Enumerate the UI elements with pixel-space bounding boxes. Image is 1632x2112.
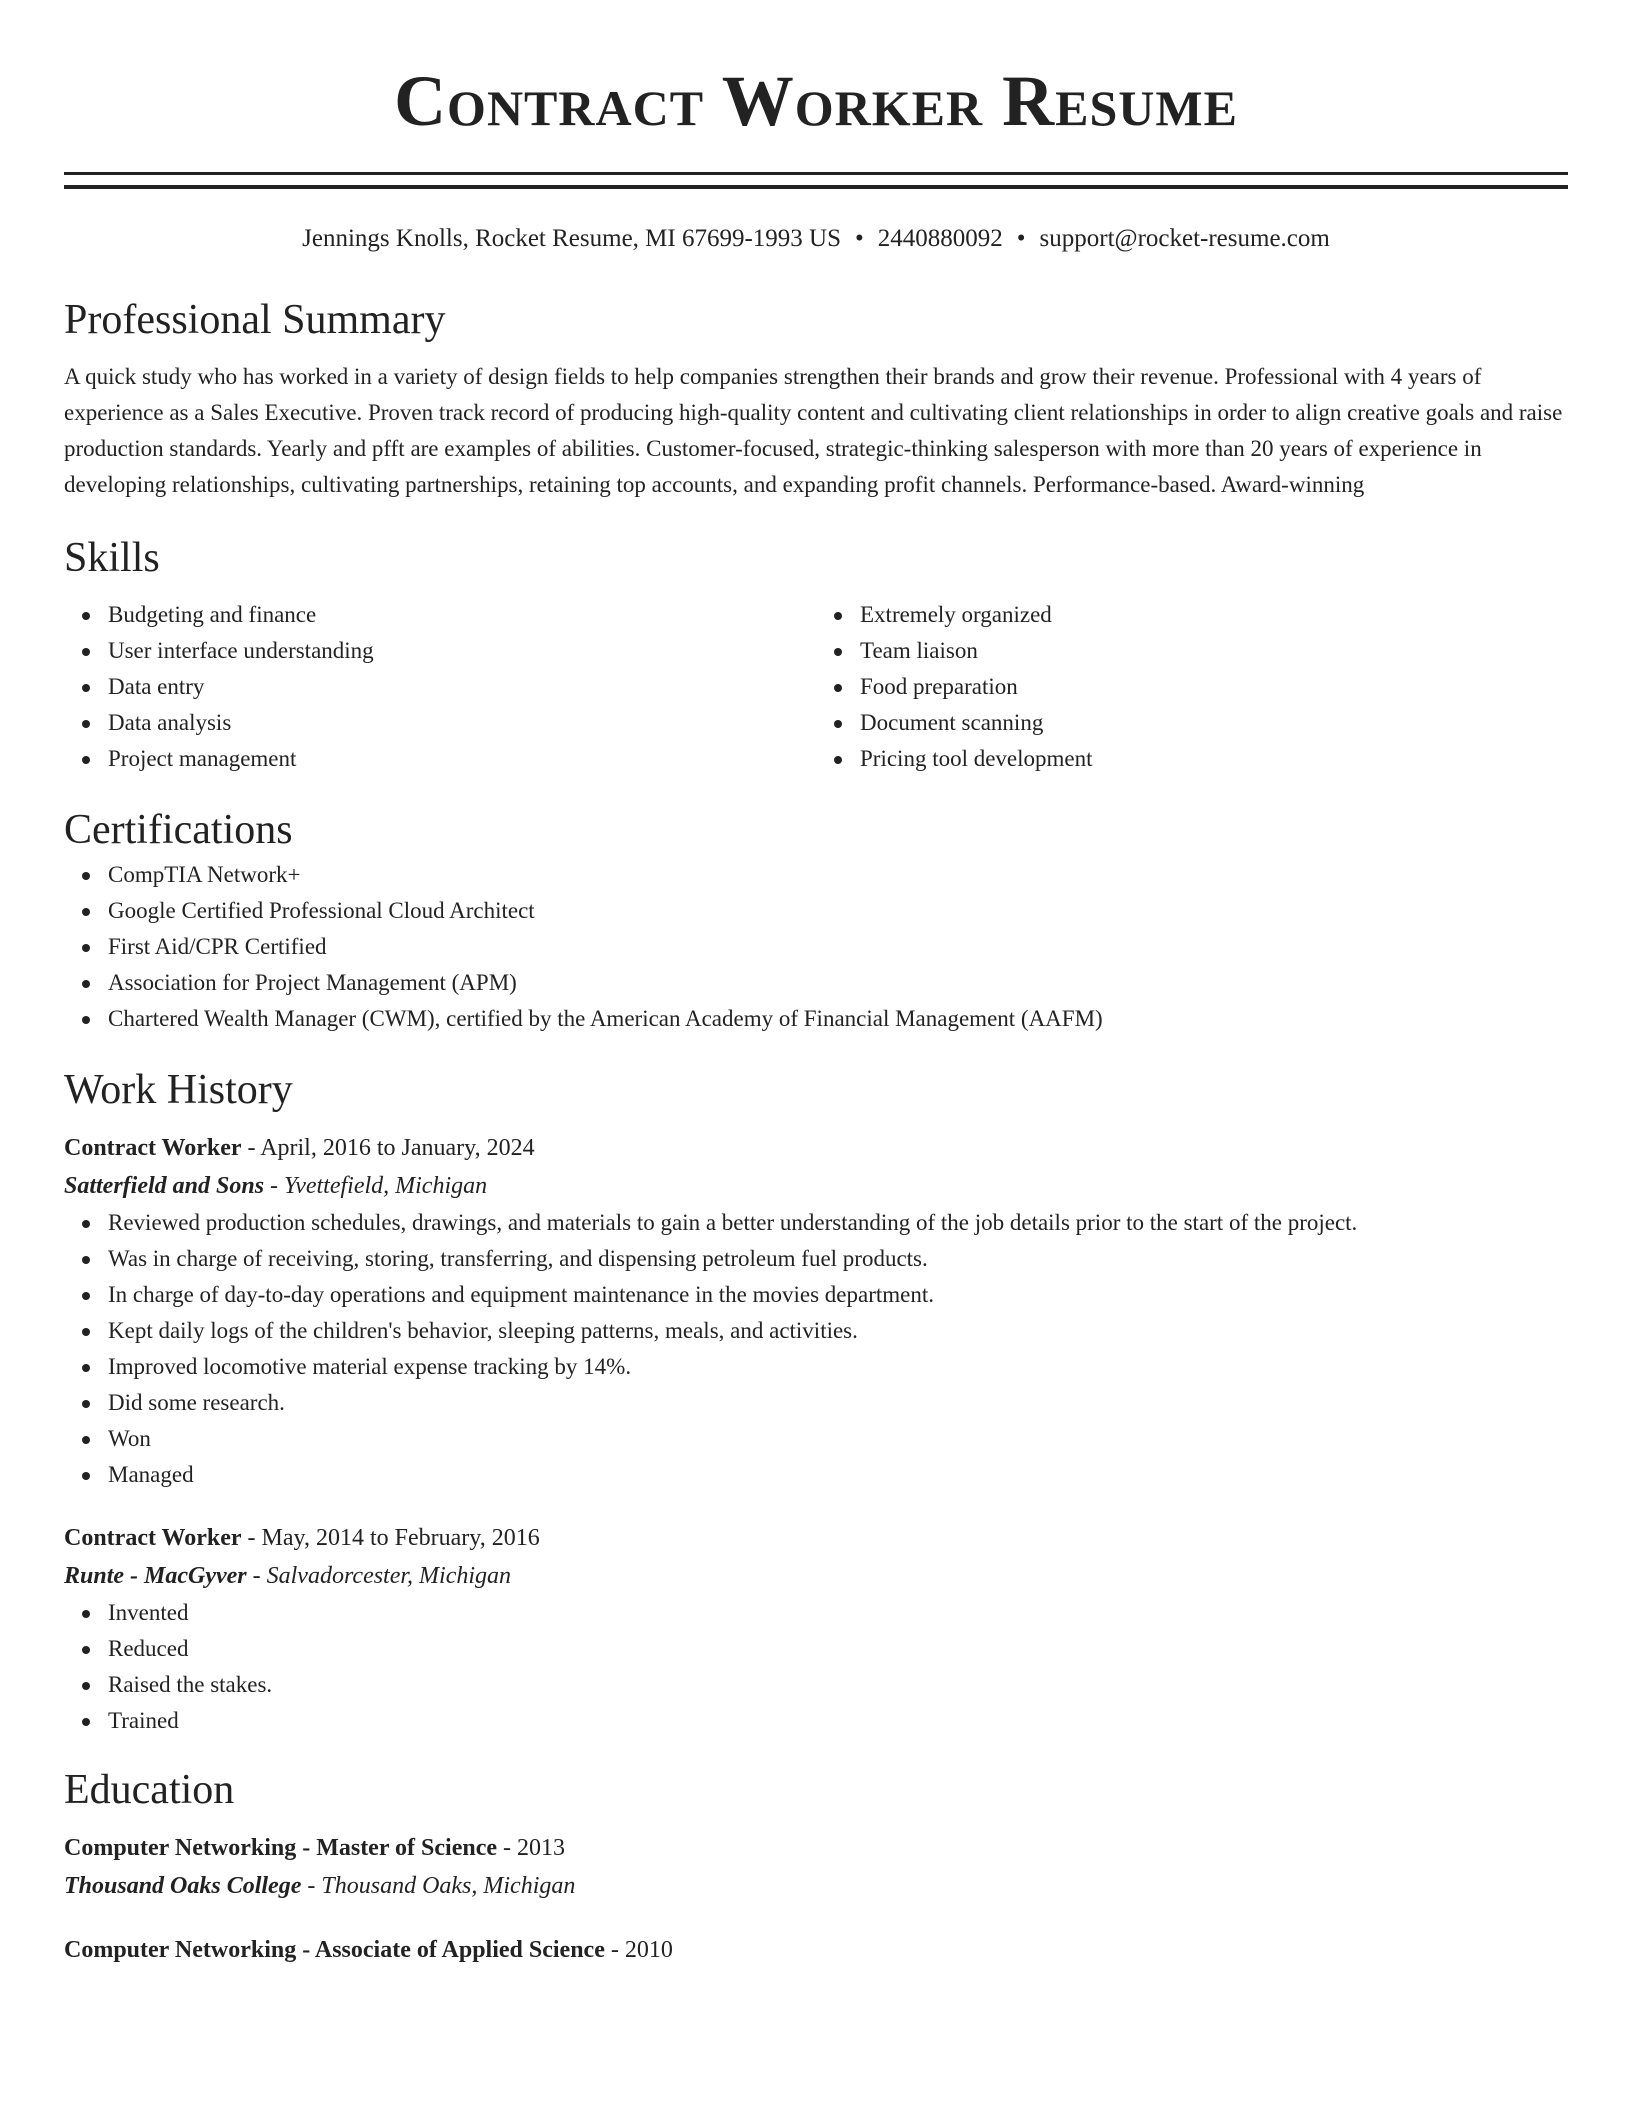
job-duty: Invented <box>64 1595 1568 1631</box>
job-company-line: Satterfield and Sons - Yvettefield, Michigan <box>64 1173 488 1199</box>
skill-item: Project management <box>64 741 816 777</box>
job-duties-list <box>64 1595 1568 1739</box>
job-location: Salvadorcester, Michigan <box>266 1563 512 1589</box>
contact-separator: • <box>1016 225 1026 252</box>
job-title: Contract Worker <box>64 1135 242 1161</box>
work-history-heading: Work History <box>64 1067 293 1113</box>
contact-line <box>64 223 1568 255</box>
contact-separator: • <box>855 225 864 252</box>
skill-item: Pricing tool development <box>816 741 1568 777</box>
job-duty: Reduced <box>64 1631 1568 1667</box>
education-degree: Computer Networking - Master of Science <box>64 1835 498 1861</box>
job-company-line: Runte - MacGyver - Salvadorcester, Michigan <box>64 1563 512 1589</box>
skill-item: Data analysis <box>64 705 816 741</box>
skill-item: Extremely organized <box>816 597 1568 633</box>
education-degree-line: Computer Networking - Associate of Applied Science - 2010 <box>64 1937 673 1963</box>
education-school-line: Thousand Oaks College - Thousand Oaks, Michigan <box>64 1873 576 1899</box>
education-year: 2010 <box>624 1937 673 1963</box>
certification-item: Google Certified Professional Cloud Architect <box>64 893 1568 929</box>
job-company: Satterfield and Sons <box>64 1173 265 1199</box>
job-title-line: Contract Worker - May, 2014 to February, 2016 <box>64 1525 540 1551</box>
skill-item: User interface understanding <box>64 633 816 669</box>
job-duty: Reviewed production schedules, drawings, and materials to gain a better understanding of the job details prior to the start of the project. <box>64 1205 1568 1241</box>
certification-item: First Aid/CPR Certified <box>64 929 1568 965</box>
job-entry <box>64 1129 1568 1493</box>
certifications-heading: Certifications <box>64 807 293 853</box>
job-duty: Improved locomotive material expense tracking by 14%. <box>64 1349 1568 1385</box>
job-duty: Won <box>64 1421 1568 1457</box>
skill-item: Food preparation <box>816 669 1568 705</box>
education-entry <box>64 1931 1568 1969</box>
job-duty: Raised the stakes. <box>64 1667 1568 1703</box>
certifications-list <box>64 857 1568 1037</box>
job-duty: In charge of day-to-day operations and equipment maintenance in the movies department. <box>64 1277 1568 1313</box>
contact-email: support@rocket-resume.com <box>1039 225 1330 252</box>
certification-item: Association for Project Management (APM) <box>64 965 1568 1001</box>
education-heading: Education <box>64 1767 235 1813</box>
education-degree: Computer Networking - Associate of Applied Science <box>64 1937 605 1963</box>
skills-column-right <box>816 597 1568 777</box>
job-duty: Managed <box>64 1457 1568 1493</box>
job-title: Contract Worker <box>64 1525 242 1551</box>
skills-heading: Skills <box>64 535 160 581</box>
job-dates: April, 2016 to January, 2024 <box>260 1135 535 1161</box>
job-duty: Was in charge of receiving, storing, transferring, and dispensing petroleum fuel products. <box>64 1241 1568 1277</box>
certification-item: CompTIA Network+ <box>64 857 1568 893</box>
job-title-line: Contract Worker - April, 2016 to January, 2024 <box>64 1135 535 1161</box>
skills-column-left <box>64 597 816 777</box>
education-degree-line: Computer Networking - Master of Science - 2013 <box>64 1835 566 1861</box>
contact-phone: 2440880092 <box>877 225 1003 252</box>
skill-item: Data entry <box>64 669 816 705</box>
contact-address: Jennings Knolls, Rocket Resume, MI 67699-1993 US <box>302 225 842 252</box>
education-entry <box>64 1829 1568 1905</box>
skill-item: Budgeting and finance <box>64 597 816 633</box>
summary-heading: Professional Summary <box>64 297 446 343</box>
job-company: Runte - MacGyver <box>64 1563 247 1589</box>
page-title: Contract Worker Resume <box>394 61 1238 141</box>
summary-text: A quick study who has worked in a variety of design fields to help companies strengthen their brands and grow their revenue. Professional with 4 years of experience as a Sales Executive. Proven track record of producing high-quality content and cultivating client relationships in order to align creative goals and raise production standards. Yearly and pfft are examples of abilities. Customer-focused, strategic-thinking salesperson with more than 20 years of experience in developing relationships, cultivating partnerships, retaining top accounts, and expanding profit channels. Performance-based. Award-winning <box>64 364 1563 497</box>
title-divider <box>64 172 1568 189</box>
job-duty: Did some research. <box>64 1385 1568 1421</box>
job-entry <box>64 1519 1568 1739</box>
skill-item: Team liaison <box>816 633 1568 669</box>
job-dates: May, 2014 to February, 2016 <box>261 1525 540 1551</box>
job-duty: Trained <box>64 1703 1568 1739</box>
job-duty: Kept daily logs of the children's behavior, sleeping patterns, meals, and activities. <box>64 1313 1568 1349</box>
job-duties-list <box>64 1205 1568 1493</box>
education-school: Thousand Oaks College <box>64 1873 302 1899</box>
education-year: 2013 <box>517 1835 566 1861</box>
education-location: Thousand Oaks, Michigan <box>321 1873 576 1899</box>
job-location: Yvettefield, Michigan <box>284 1173 488 1199</box>
skill-item: Document scanning <box>816 705 1568 741</box>
certification-item: Chartered Wealth Manager (CWM), certified by the American Academy of Financial Management (AAFM) <box>64 1001 1568 1037</box>
skills-list <box>64 597 1568 777</box>
